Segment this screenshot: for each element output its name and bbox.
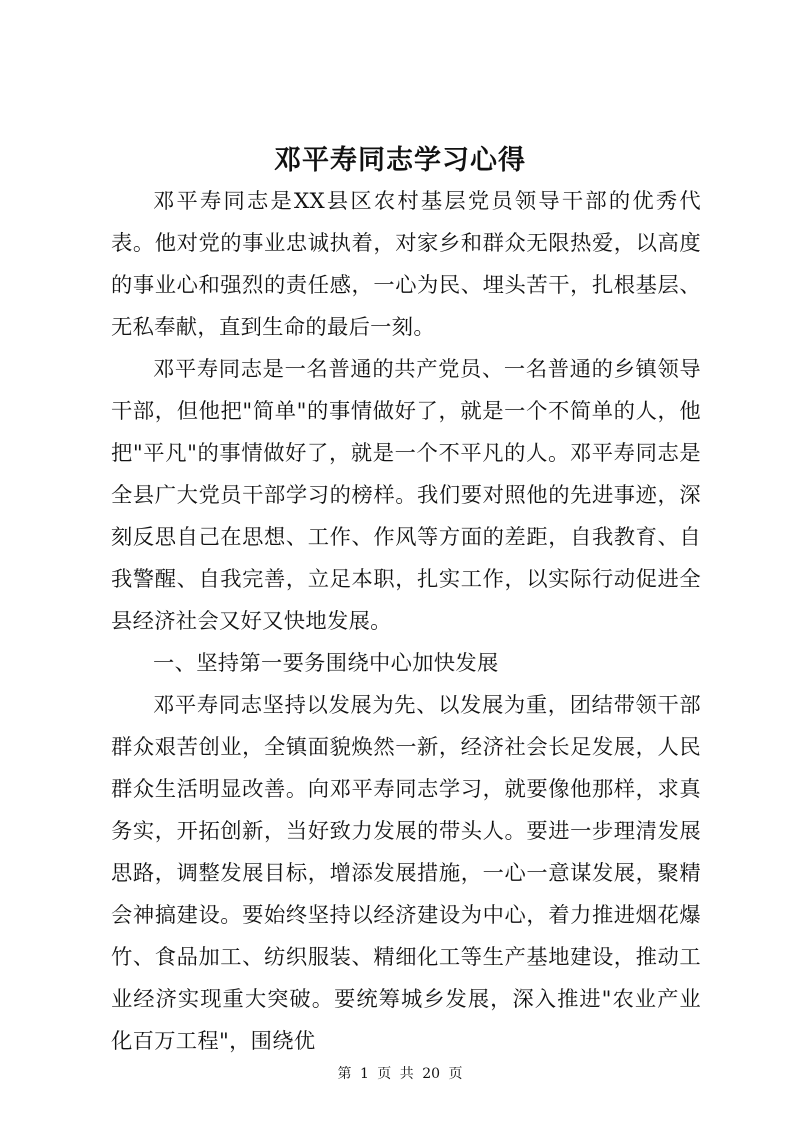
paragraph-role-model: 邓平寿同志是一名普通的共产党员、一名普通的乡镇领导干部，但他把"简单"的事情做好了，就是一个不简单的人，他把"平凡"的事情做好了，就是一个不平凡的人。邓平寿同志是全县广大党员干部学习的榜样。我们要对照他的先进事迹，深刻反思自己在思想、工作、作风等方面的差距，自我教育、自我警醒、自我完善，立足本职，扎实工作，以实际行动促进全县经济社会又好又快地发展。	[111, 357, 701, 634]
document-title: 邓平寿同志学习心得	[274, 145, 526, 176]
document-body	[111, 181, 701, 1063]
section-heading-1: 一、坚持第一要务围绕中心加快发展	[153, 651, 499, 676]
page-number-footer: 第 1 页 共 20 页	[337, 1066, 463, 1082]
paragraph-development: 邓平寿同志坚持以发展为先、以发展为重，团结带领干部群众艰苦创业，全镇面貌焕然一新，经济社会长足发展，人民群众生活明显改善。向邓平寿同志学习，就要像他那样，求真务实，开拓创新，当好致力发展的带头人。要进一步理清发展思路，调整发展目标，增添发展措施，一心一意谋发展，聚精会神搞建设。要始终坚持以经济建设为中心，着力推进烟花爆竹、食品加工、纺织服装、精细化工等生产基地建设，推动工业经济实现重大突破。要统筹城乡发展，深入推进"农业产业化百万工程"，围绕优	[111, 693, 701, 1054]
paragraph-intro: 邓平寿同志是XX县区农村基层党员领导干部的优秀代表。他对党的事业忠诚执着，对家乡和群众无限热爱，以高度的事业心和强烈的责任感，一心为民、埋头苦干，扎根基层、无私奉献，直到生命的最后一刻。	[111, 189, 701, 340]
